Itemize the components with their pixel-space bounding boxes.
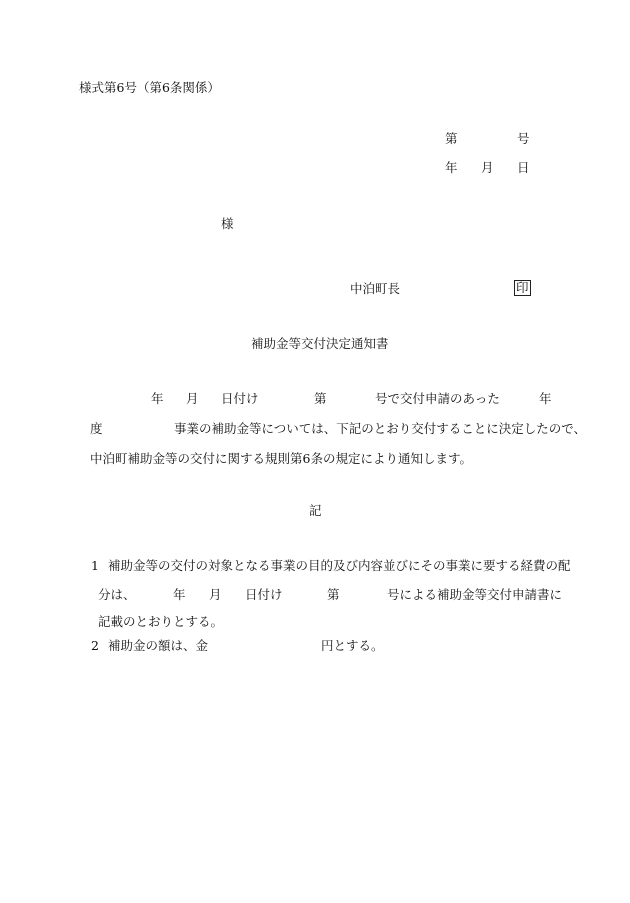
item1-date: 日付け: [245, 587, 283, 602]
item2-suffix: 円とする。: [321, 638, 384, 653]
form-id: 様式第6号（第6条関係）: [79, 80, 220, 95]
item1-line2-end: 号による補助金等交付申請書に: [387, 587, 563, 602]
item1-month: 月: [209, 587, 222, 602]
item1-number: 1: [91, 558, 99, 573]
body-no: 第: [314, 391, 327, 406]
item1-no: 第: [327, 587, 340, 602]
body-line3: 中泊町補助金等の交付に関する規則第6条の規定により通知します。: [90, 451, 472, 466]
addressee-suffix: 様: [221, 216, 234, 231]
number-suffix: 号: [517, 131, 530, 146]
body-do: 度: [90, 421, 103, 436]
body-fiscal-year: 年: [539, 391, 552, 406]
date-month: 月: [481, 160, 494, 175]
date-year: 年: [445, 160, 458, 175]
issuer-name: 中泊町長: [350, 281, 401, 296]
item1-line2-start: 分は、: [98, 587, 136, 602]
item2-text: 補助金の額は、金: [108, 638, 209, 653]
body-year: 年: [151, 391, 164, 406]
body-line1-rest: 号で交付申請のあった: [375, 391, 500, 406]
number-prefix: 第: [445, 131, 458, 146]
body-line2-rest: 事業の補助金等については、下記のとおり交付することに決定したので、: [174, 421, 587, 436]
body-month: 月: [186, 391, 199, 406]
item1-line3: 記載のとおりとする。: [98, 614, 224, 629]
seal-label: 印: [516, 280, 529, 295]
body-date: 日付け: [221, 391, 259, 406]
document-title: 補助金等交付決定通知書: [251, 336, 389, 351]
item2-number: 2: [91, 638, 99, 653]
seal-mark: [514, 280, 531, 296]
item1-line1: 補助金等の交付の対象となる事業の目的及び内容並びにその事業に要する経費の配: [108, 558, 571, 573]
date-day: 日: [517, 160, 530, 175]
item1-year: 年: [173, 587, 186, 602]
ki-heading: 記: [309, 503, 322, 518]
